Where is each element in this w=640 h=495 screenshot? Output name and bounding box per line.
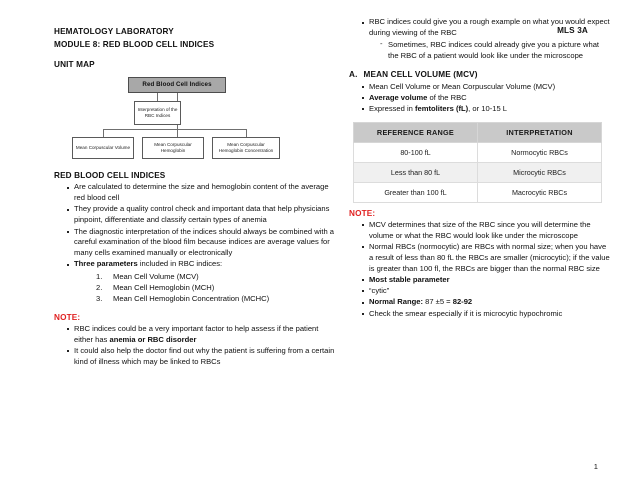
list-item: [67, 227, 337, 259]
rbc-indices-section: [54, 171, 337, 304]
rbc-intro-bullet-list: [349, 17, 610, 61]
bullet-text: Normal RBCs (normocytic) are RBCs with normal size; when you have a result of less than 80 fL the RBCs are smaller (microcytic); if the value is greater than 100 fl, the RBCs are bigger than the normal RBC size: [369, 241, 610, 273]
unit-map-label: UNIT MAP: [54, 60, 95, 70]
rbc-intro-sub-list: [369, 40, 610, 62]
list-item: [362, 275, 610, 286]
rbc-intro-section: [349, 17, 610, 61]
cell-reference-range: 80-100 fL: [354, 142, 478, 162]
three-parameters-rest: included in RBC indices:: [137, 259, 223, 269]
three-parameters-label: Three parameters: [74, 259, 138, 269]
diagram-connector-interpretation: [157, 93, 158, 101]
note-emphasis: anemia or RBC disorder: [109, 334, 197, 344]
table-body: [354, 142, 602, 202]
average-volume-emphasis: Average volume: [369, 92, 428, 102]
list-item: [362, 242, 610, 274]
bullet-text: [369, 93, 610, 104]
table-head: [354, 122, 602, 142]
list-item: [362, 309, 610, 320]
mcv-section-letter: A.: [349, 69, 358, 79]
bullet-text: The diagnostic interpretation of the indices should always be combined with a careful examination of the blood film because indices are average values for many cells examined manually or electronically: [74, 226, 335, 258]
reference-range-table: [353, 122, 602, 203]
mcv-section-title: MEAN CELL VOLUME (MCV): [363, 69, 478, 79]
list-item: [67, 346, 337, 368]
table-row: [354, 142, 602, 162]
table-row: [354, 162, 602, 182]
column-header-interpretation: INTERPRETATION: [478, 122, 602, 142]
left-note-section: [54, 313, 337, 368]
list-item: - Sometimes, RBC indices could already give you a picture what the RBC of a patient would look like under the microscope: [380, 40, 610, 62]
diagram-box-root: Red Blood Cell Indices: [128, 77, 226, 93]
bullet-text-part: of the RBC: [427, 92, 467, 102]
normal-range-emphasis: 82-92: [452, 297, 473, 307]
list-item: [67, 182, 337, 204]
mcv-section: [349, 70, 610, 115]
bullet-text: “cytic”: [369, 286, 390, 296]
left-column: [54, 71, 337, 368]
bullet-text: Are calculated to determine the size and hemoglobin content of the average red blood cell: [74, 182, 329, 203]
left-note-bullet-list: [54, 324, 337, 368]
normal-range-label: Normal Range:: [369, 297, 424, 307]
cell-reference-range: Less than 80 fL: [354, 162, 478, 182]
list-item: [362, 93, 610, 104]
list-item: [362, 220, 610, 242]
list-item: Mean Cell Volume (MCV): [113, 271, 199, 281]
bullet-text: Check the smear especially if it is microcytic hypochromic: [369, 308, 563, 318]
diagram-connector-mchc: [246, 129, 247, 137]
diagram-box-mch: Mean Corpuscular Hemoglobin: [142, 137, 204, 159]
diagram-connector-mcv: [103, 129, 104, 137]
right-column: [349, 17, 610, 368]
diagram-box-mcv: Mean Corpuscular Volume: [72, 137, 134, 159]
cell-interpretation: Normocytic RBCs: [478, 142, 602, 162]
header-line-2: MODULE 8: RED BLOOD CELL INDICES: [54, 39, 215, 49]
list-item: [362, 286, 610, 297]
bullet-text: [74, 324, 337, 346]
table-row: [354, 182, 602, 202]
most-stable-parameter-emphasis: Most stable parameter: [369, 274, 450, 284]
diagram-connector-horizontal: [103, 129, 247, 130]
parameters-numbered-list: [74, 271, 337, 305]
bullet-text: RBC indices could give you a rough example on what you would expect during viewing of the RBC: [369, 17, 610, 38]
header-left-block: [54, 26, 214, 51]
bullet-text: MCV determines that size of the RBC since you will determine the volume or what the RBC would look like under the microscope: [369, 219, 591, 240]
list-item: Mean Cell Hemoglobin (MCH): [113, 283, 215, 293]
normal-range-value: 87 ±5 =: [423, 297, 453, 307]
bullet-text: It could also help the doctor find out why the patient is suffering from a certain kind of illness which may be linked to RBCs: [74, 345, 335, 366]
bullet-text-part: , or 10-15 L: [468, 104, 508, 114]
page-number: 1: [593, 462, 598, 471]
list-item: [362, 82, 610, 93]
bullet-text: [369, 275, 610, 286]
rbc-indices-heading: RED BLOOD CELL INDICES: [54, 171, 166, 181]
diagram-box-interpretation: Interpretation of the RBC Indices: [134, 101, 181, 125]
mcv-bullet-list: [349, 82, 610, 115]
bullet-text: Mean Cell Volume or Mean Corpuscular Volume (MCV): [369, 81, 556, 91]
cell-interpretation: Microcytic RBCs: [478, 162, 602, 182]
header-line-1: HEMATOLOGY LABORATORY: [54, 27, 174, 36]
bullet-text-part: Expressed in: [369, 104, 416, 114]
bullet-text: [369, 297, 610, 308]
list-item: [67, 204, 337, 226]
femtoliters-emphasis: femtoliters (fL): [415, 104, 469, 114]
diagram-box-mchc: Mean Corpuscular Hemoglobin Concentration: [212, 137, 280, 159]
bullet-text: [369, 104, 610, 115]
bullet-text: They provide a quality control check and important data that help physicians pinpoint, differentiate and classify certain types of anemia: [74, 204, 330, 225]
cell-interpretation: Macrocytic RBCs: [478, 182, 602, 202]
right-note-bullet-list: [349, 220, 610, 320]
cell-reference-range: Greater than 100 fL: [354, 182, 478, 202]
note-text-part: RBC indices could be a very important factor to help assess if the patient either has: [74, 323, 319, 344]
column-header-reference-range: REFERENCE RANGE: [354, 122, 478, 142]
unit-map-diagram: [54, 75, 337, 163]
table-header-row: [354, 122, 602, 142]
list-item-three-parameters: [67, 259, 337, 304]
list-item: [67, 324, 337, 346]
right-note-heading: NOTE:: [349, 208, 376, 218]
right-note-section: [349, 209, 610, 320]
rbc-indices-bullet-list: [54, 182, 337, 304]
list-item: [362, 17, 610, 61]
list-item: [362, 104, 610, 115]
bullet-text: [74, 259, 337, 270]
list-item: Mean Cell Hemoglobin Concentration (MCHC): [113, 294, 270, 304]
list-item: [362, 297, 610, 308]
mcv-heading: [349, 70, 610, 79]
course-code: MLS 3A: [557, 26, 588, 35]
left-note-heading: NOTE:: [54, 312, 81, 322]
